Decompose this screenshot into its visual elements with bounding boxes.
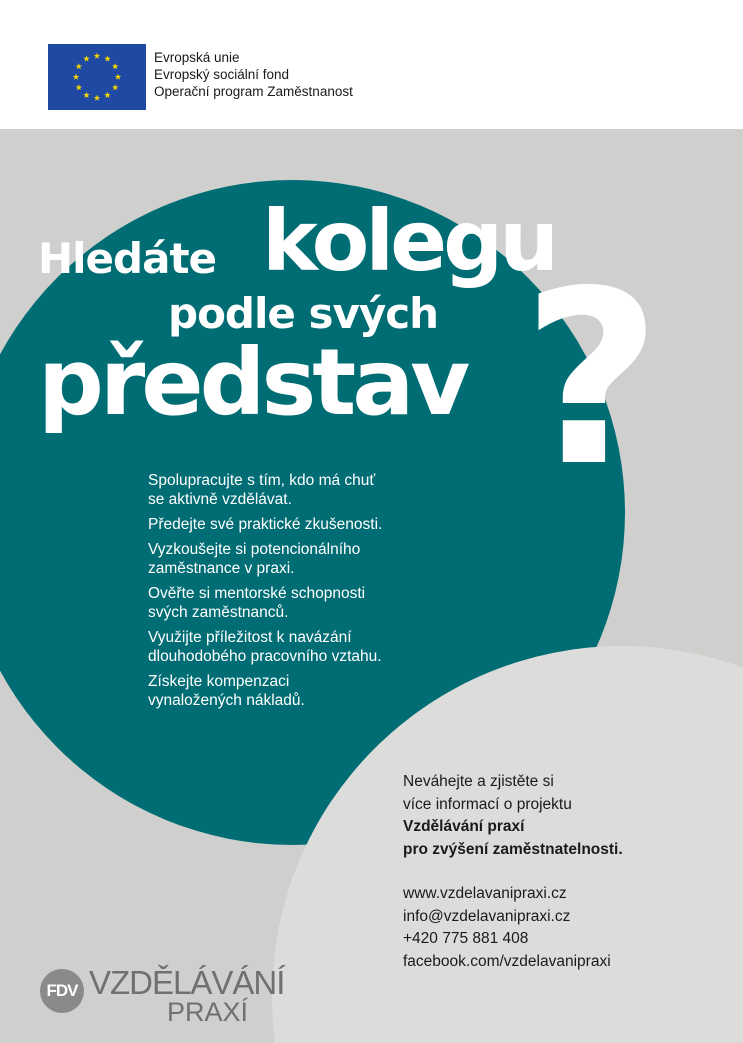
- phone-number[interactable]: +420 775 881 408: [403, 930, 529, 947]
- headline-line-3: představ: [38, 329, 467, 436]
- question-mark: ?: [522, 239, 662, 519]
- benefits-list: [148, 471, 382, 716]
- headline-line-1: Hledáte: [38, 234, 217, 283]
- header: [0, 0, 743, 129]
- contact-intro: více informací o projektu: [403, 795, 572, 813]
- list-item: Předejte své praktické zkušenosti.: [148, 516, 383, 533]
- list-item: Získejte kompenzaci vynaložených nákladů.: [148, 673, 305, 709]
- spacer: [403, 861, 623, 883]
- contact-block: [403, 771, 623, 973]
- poster: [0, 129, 743, 1043]
- list-item: Využijte příležitost k navázání dlouhodobého pracovního vztahu.: [148, 629, 382, 665]
- project-name: Vzdělávání praxí: [403, 818, 525, 835]
- eu-line: Evropský sociální fond: [154, 67, 290, 82]
- email-link[interactable]: info@vzdelavanipraxi.cz: [403, 907, 571, 925]
- headline-line-2: podle svých: [168, 289, 439, 338]
- headline-big-word: kolegu: [262, 192, 556, 290]
- facebook-link[interactable]: facebook.com/vzdelavanipraxi: [403, 952, 611, 970]
- logo-word: VZDĚLÁVÁNÍ: [89, 964, 285, 1001]
- list-item: Ověřte si mentorské schopnosti svých zaměstnanců.: [148, 585, 366, 621]
- eu-line: Operační program Zaměstnanost: [154, 84, 353, 99]
- eu-funding-text: [154, 49, 353, 100]
- eu-flag-icon: [48, 44, 146, 110]
- eu-line: Evropská unie: [154, 50, 240, 65]
- logo-word: PRAXÍ: [167, 997, 249, 1027]
- fdv-logo-icon: FDV: [40, 969, 84, 1013]
- project-name: pro zvýšení zaměstnatelnosti.: [403, 840, 623, 858]
- contact-intro: Neváhejte a zjistěte si: [403, 773, 554, 790]
- list-item: Vyzkoušejte si potencionálního zaměstnance v praxi.: [148, 541, 361, 577]
- list-item: Spolupracujte s tím, kdo má chuť se aktivně vzdělávat.: [148, 472, 376, 508]
- fdv-logo: [40, 961, 285, 1031]
- website-link[interactable]: www.vzdelavanipraxi.cz: [403, 885, 567, 902]
